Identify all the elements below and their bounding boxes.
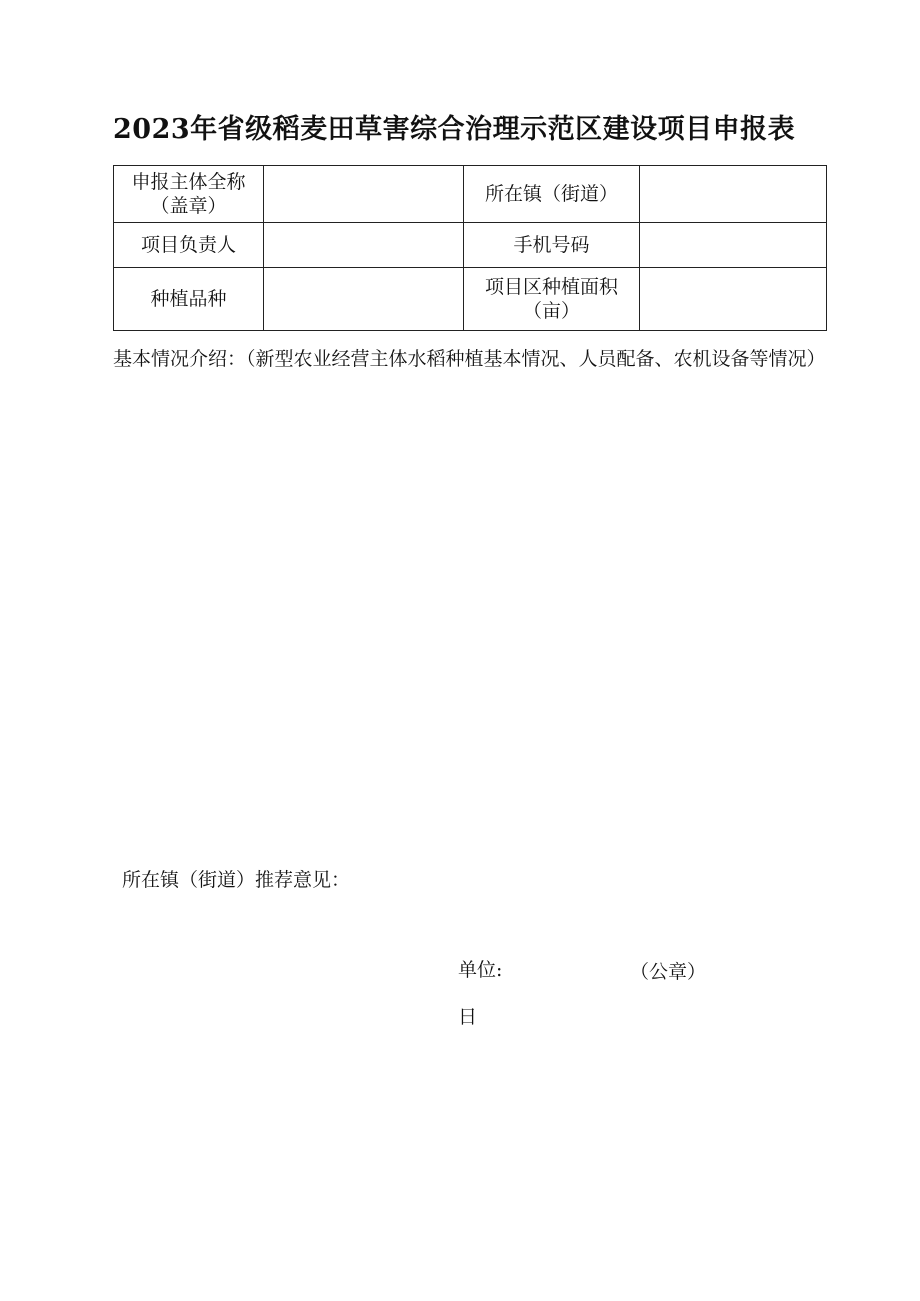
table-row <box>114 223 827 268</box>
phone-label: 手机号码 <box>513 234 590 256</box>
table-row <box>114 166 827 223</box>
project-leader-label: 项目负责人 <box>140 234 236 256</box>
date-day-label: 日 <box>458 1006 478 1028</box>
phone-label-cell <box>464 223 640 268</box>
crop-variety-field[interactable] <box>264 268 464 331</box>
applicant-name-label: 申报主体全称 <box>131 171 246 193</box>
planting-area-field[interactable] <box>640 268 827 331</box>
project-leader-label-cell <box>114 223 264 268</box>
planting-area-label-cell <box>464 268 640 331</box>
applicant-name-field[interactable] <box>264 166 464 223</box>
town-field[interactable] <box>640 166 827 223</box>
unit-label: 单位: <box>458 959 503 981</box>
applicant-name-label-cell <box>114 166 264 223</box>
applicant-seal-note: （盖章） <box>150 195 227 217</box>
basic-info-section-label: 基本情况介绍：（新型农业经营主体水稻种植基本情况、人员配备、农机设备等情况） <box>113 348 826 370</box>
crop-variety-label-cell <box>114 268 264 331</box>
planting-area-unit: （亩） <box>522 300 580 322</box>
page-title: 2023年省级稻麦田草害综合治理示范区建设项目申报表 <box>113 114 796 145</box>
phone-field[interactable] <box>640 223 827 268</box>
planting-area-label: 项目区种植面积 <box>484 276 618 298</box>
town-recommendation-label: 所在镇（街道）推荐意见： <box>122 869 351 891</box>
town-label-cell <box>464 166 640 223</box>
town-label: 所在镇（街道） <box>484 183 618 205</box>
crop-variety-label: 种植品种 <box>150 288 227 310</box>
table-row <box>114 268 827 331</box>
official-seal-label: （公章） <box>630 961 707 983</box>
application-form-table <box>113 165 827 331</box>
project-leader-field[interactable] <box>264 223 464 268</box>
